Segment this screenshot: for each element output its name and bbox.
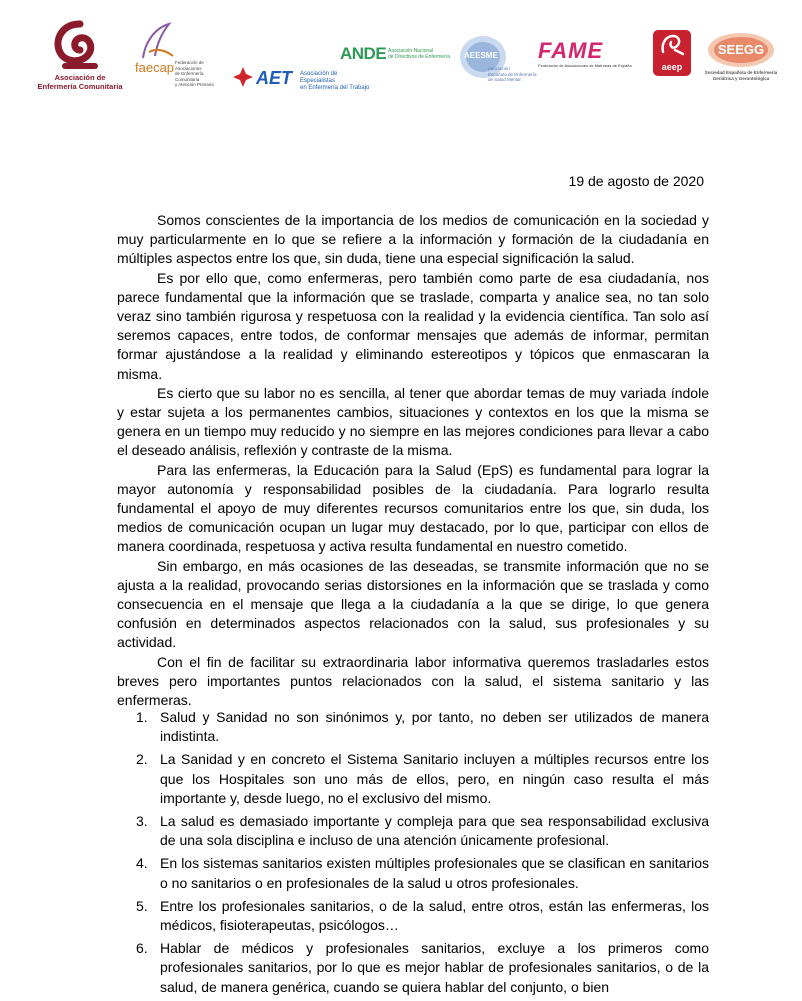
letter-body xyxy=(117,211,709,710)
paragraph: Para las enfermeras, la Educación para la Salud (EpS) es fundamental para lograr la mayor autonomía y responsabilidad posibles de la ciudadanía. Para lograrlo resulta fundamental el apoyo de muy diferentes recursos comunitarios entre los que, sin duda, los medios de comunicación ocupan un lugar muy destacado, por lo que, participar con ellos de manera coordinada, respetuosa y activa resulta fundamental en nuestro cometido. xyxy=(117,461,709,555)
aeesme-tag2: Española de Enfermería xyxy=(488,71,537,77)
aeesme-logo xyxy=(458,34,538,98)
faecap-feather-icon xyxy=(135,22,175,60)
list-item xyxy=(117,939,709,997)
ande-tag1: Asociación Nacional xyxy=(388,48,434,54)
paragraph: Con el fin de facilitar su extraordinaria labor informativa queremos trasladarles estos breves pero importantes puntos relacionados con la salud, el sistema sanitario y las enfermeras. xyxy=(117,653,709,709)
ande-tag2: de Directivos de Enfermería xyxy=(388,54,450,60)
list-item xyxy=(117,708,709,746)
faecap-name: faecap xyxy=(135,60,175,75)
paragraph: Es por ello que, como enfermeras, pero también como parte de esa ciudadanía, nos parece fundamental que la información que se traslade, comparta y analice sea, no tan solo veraz sino también rigurosa y respetuosa con la realidad y la evidencia científica. Tan solo así seremos capaces, entre todos, de conformar mensajes que además de informar, permitan formar ajustándose a la realidad y eliminando estereotipos y tópicos que enmascaran la misma. xyxy=(117,269,709,382)
seegg-tag2: Geriátrica y Gerontológica xyxy=(712,75,770,81)
ande-logo xyxy=(340,44,450,70)
paragraph: Sin embargo, en más ocasiones de las deseadas, se transmite información que no se ajusta a la realidad, provocando serias distorsiones en la información que se traslada y como consecuencia en el mensaje que llega a la ciudadanía a la que se dirige, lo que genera confusión en determinados aspectos relacionados con la salud, sus profesionales y su actividad. xyxy=(117,557,709,651)
paragraph: Es cierto que su labor no es sencilla, al tener que abordar temas de muy variada índole y estar sujeta a los permanentes cambios, situaciones y contextos en los que la misma se genera en un tiempo muy reducido y no siempre en las mejores condiciones para llevar a cabo el deseado análisis, reflexión y contraste de la misma. xyxy=(117,384,709,459)
list-number: 1. xyxy=(136,709,148,725)
aeep-emblem-icon xyxy=(653,30,691,60)
ande-name: ANDE xyxy=(340,44,387,63)
aet-name: AET xyxy=(256,68,292,88)
aeep-name: aeep xyxy=(661,62,683,72)
aeesme-name: AEESME xyxy=(464,51,498,60)
list-text: En los sistemas sanitarios existen múltiples profesionales que se clasifican en sanitarios o no sanitarios o en profesionales de la salud u otros profesionales. xyxy=(160,855,709,891)
list-number: 4. xyxy=(136,855,148,872)
aeesme-tag3: de Salud Mental xyxy=(488,77,521,82)
fame-tag: Federación de Asociaciones de Matronas de España xyxy=(538,63,632,68)
aet-tag2: en Enfermería del Trabajo xyxy=(300,85,370,91)
aet-logo xyxy=(232,66,370,92)
list-item xyxy=(117,812,709,850)
faecap-logo xyxy=(135,22,225,87)
list-item xyxy=(117,897,709,935)
faecap-tag3: y Atención Primaria xyxy=(175,82,214,87)
paragraph: Somos conscientes de la importancia de los medios de comunicación en la sociedad y muy particularmente en lo que se refiere a la información y formación de la ciudadanía en múltiples aspectos entre los que, sin duda, tiene una especial significación la salud. xyxy=(117,212,709,267)
letter-date: 19 de agosto de 2020 xyxy=(568,173,704,189)
list-number: 5. xyxy=(136,897,148,914)
aet-cross-icon xyxy=(232,66,254,88)
list-text: La Sanidad y en concreto el Sistema Sanitario incluyen a múltiples recursos entre los que los Hospitales son uno más de ellos, pero, en ningún caso resulta el más importante y, desde luego, no el exclusivo del mismo. xyxy=(160,751,709,806)
aet-tag1: Asociación de Especialistas xyxy=(300,71,338,84)
seegg-logo xyxy=(702,32,780,96)
list-item xyxy=(117,750,709,808)
list-number: 6. xyxy=(136,940,148,957)
faecap-tag1: Federación de Asociaciones xyxy=(175,60,204,71)
list-text: La salud es demasiado importante y compleja para que sea responsabilidad exclusiva de una sola disciplina e incluso de una atención únicamente profesional. xyxy=(160,813,709,849)
seegg-tag1: Sociedad Española de Enfermería xyxy=(704,70,778,75)
fame-name: FAME xyxy=(538,38,604,63)
list-item xyxy=(117,854,709,892)
list-text: Salud y Sanidad no son sinónimos y, por tanto, no deben ser utilizados de manera indistinta. xyxy=(160,709,709,745)
aeep-logo xyxy=(653,30,691,76)
aec-logo xyxy=(25,20,135,100)
list-text: Entre los profesionales sanitarios, o de la salud, entre otros, están las enfermeras, los médicos, fisioterapeutas, psicólogos… xyxy=(160,897,709,934)
aec-line2: Enfermería Comunitaria xyxy=(37,82,123,91)
list-text: Hablar de médicos y profesionales sanitarios, excluye a los primeros como profesionales sanitarios, por lo que es mejor hablar de profesionales sanitarios, o de la salud, de manera genérica, cuando se quiera hablar del conjunto, o bien xyxy=(160,940,709,995)
logo-header xyxy=(0,0,802,140)
faecap-tag2: de Enfermería Comunitaria xyxy=(175,71,204,82)
aec-emblem-icon xyxy=(25,20,135,72)
aeesme-tag1: Asociación xyxy=(488,66,510,71)
seegg-name: SEEGG xyxy=(717,42,765,57)
list-number: 2. xyxy=(136,751,148,768)
fame-logo xyxy=(538,38,638,68)
list-number: 3. xyxy=(136,813,148,830)
points-list xyxy=(117,708,709,1001)
aec-line1: Asociación de xyxy=(54,73,106,82)
